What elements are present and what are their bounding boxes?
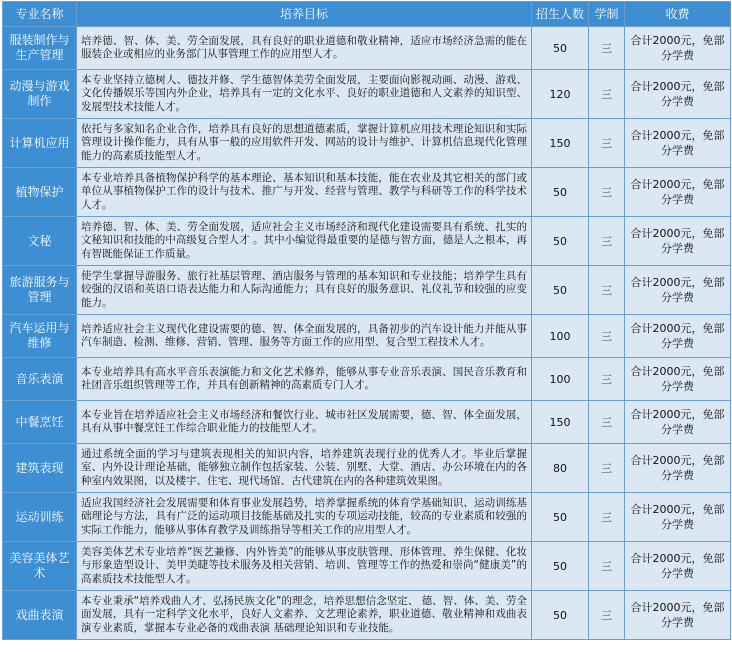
major-name: 美容美体艺术	[3, 542, 77, 591]
enrollment-count: 100	[532, 358, 589, 401]
fee: 合计2000元，免部分学费	[625, 217, 731, 266]
enrollment-count: 50	[532, 168, 589, 217]
major-name: 植物保护	[3, 168, 77, 217]
training-goal: 使学生掌握导游服务、旅行社基层管理、酒店服务与管理的基本知识和专业技能；培养学生具有较强的汉语和英语口语表达能力和人际沟通能力；具有良好的服务意识、礼仪礼节和较强的应变能力。	[77, 266, 532, 315]
training-goal: 依托与多家知名企业合作，培养具有良好的思想道德素质，掌握计算机应用技术理论知识和实际管理设计操作能力，具有从事一般的应用软件开发、网站的设计与维护、计算机信息现代化管理能力的高素质技能型人才。	[77, 119, 532, 168]
major-name: 音乐表演	[3, 358, 77, 401]
table-row	[3, 315, 731, 358]
training-goal: 培养德、智、体、美、劳全面发展，具有良好的职业道德和敬业精神，适应市场经济急需的能在服装企业或相应的业务部门从事管理工作的应用型人才。	[77, 27, 532, 70]
fee: 合计2000元，免部分学费	[625, 358, 731, 401]
fee: 合计2000元，免部分学费	[625, 493, 731, 542]
duration: 三	[589, 168, 625, 217]
majors-table	[2, 1, 731, 640]
enrollment-count: 50	[532, 493, 589, 542]
fee: 合计2000元，免部分学费	[625, 401, 731, 444]
duration: 三	[589, 217, 625, 266]
enrollment-count: 50	[532, 27, 589, 70]
fee: 合计2000元，免部分学费	[625, 591, 731, 640]
table-row	[3, 70, 731, 119]
table-row	[3, 542, 731, 591]
enrollment-count: 50	[532, 266, 589, 315]
major-name: 中餐烹饪	[3, 401, 77, 444]
fee: 合计2000元，免部分学费	[625, 27, 731, 70]
header-enrollment: 招生人数	[532, 2, 589, 27]
major-name: 戏曲表演	[3, 591, 77, 640]
table-row	[3, 27, 731, 70]
header-fee: 收费	[625, 2, 731, 27]
table-row	[3, 358, 731, 401]
duration: 三	[589, 119, 625, 168]
major-name: 文秘	[3, 217, 77, 266]
major-name: 计算机应用	[3, 119, 77, 168]
major-name: 旅游服务与管理	[3, 266, 77, 315]
table-row	[3, 444, 731, 493]
training-goal: 本专业旨在培养适应社会主义市场经济和餐饮行业、城市社区发展需要，德、智、体全面发展，具有从事中餐烹饪工作综合职业能力的技能型人才。	[77, 401, 532, 444]
major-name: 运动训练	[3, 493, 77, 542]
enrollment-count: 50	[532, 217, 589, 266]
fee: 合计2000元，免部分学费	[625, 444, 731, 493]
header-row	[3, 2, 731, 27]
fee: 合计2000元，免部分学费	[625, 70, 731, 119]
duration: 三	[589, 266, 625, 315]
enrollment-count: 50	[532, 591, 589, 640]
training-goal: 培养适应社会主义现代化建设需要的德、智、体全面发展的，具备初步的汽车设计能力并能从事汽车制造、检测、维修、营销、管理、服务等方面工作的应用型、复合型工程技术人才。	[77, 315, 532, 358]
duration: 三	[589, 542, 625, 591]
enrollment-count: 150	[532, 119, 589, 168]
duration: 三	[589, 70, 625, 119]
table-row	[3, 119, 731, 168]
fee: 合计2000元，免部分学费	[625, 266, 731, 315]
duration: 三	[589, 444, 625, 493]
major-name: 服装制作与生产管理	[3, 27, 77, 70]
training-goal: 美容美体艺术专业培养“医艺兼修、内外皆美”的能够从事皮肤管理、形体管理、养生保健、化妆与形象造型设计、美甲美睫等技术服务及相关营销、培训、管理等工作的热爱和崇尚“健康美”的高素质技术技能型人才。	[77, 542, 532, 591]
header-training-goal: 培养目标	[77, 2, 532, 27]
duration: 三	[589, 358, 625, 401]
fee: 合计2000元，免部分学费	[625, 542, 731, 591]
training-goal: 本专业培养具备植物保护科学的基本理论、基本知识和基本技能，能在农业及其它相关的部门或单位从事植物保护工作的设计与技术、推广与开发、经营与管理、教学与科研等工作的科学技术人才。	[77, 168, 532, 217]
enrollment-count: 100	[532, 315, 589, 358]
training-goal: 适应我国经济社会发展需要和体育事业发展趋势，培养掌握系统的体育学基础知识、运动训练基础理论与方法，具有广泛的运动项目技能基础及扎实的专项运动技能，较高的专业素质和较强的实际工作能力，能够从事体育教学及训练指导等相关工作的应用型人才。	[77, 493, 532, 542]
enrollment-count: 150	[532, 401, 589, 444]
enrollment-count: 80	[532, 444, 589, 493]
header-duration: 学制	[589, 2, 625, 27]
fee: 合计2000元，免部分学费	[625, 315, 731, 358]
major-name: 汽车运用与维修	[3, 315, 77, 358]
training-goal: 通过系统全面的学习与建筑表现相关的知识内容，培养建筑表现行业的优秀人才。毕业后掌握室、内外设计理论基础，能够独立制作包括家装、公装、别墅、大堂、酒店、办公环境在内的各种室内效果图，以及楼宇、住宅、现代场馆、古代建筑在内的各种建筑效果图。	[77, 444, 532, 493]
training-goal: 本专业培养具有高水平音乐表演能力和文化艺术修养，能够从事专业音乐表演、国民音乐教育和社团音乐组织管理等工作，并具有创新精神的高素质专门人才。	[77, 358, 532, 401]
table-row	[3, 266, 731, 315]
table-row	[3, 168, 731, 217]
header-major-name: 专业名称	[3, 2, 77, 27]
enrollment-count: 50	[532, 542, 589, 591]
table-row	[3, 591, 731, 640]
table-row	[3, 217, 731, 266]
enrollment-count: 120	[532, 70, 589, 119]
table-row	[3, 401, 731, 444]
duration: 三	[589, 591, 625, 640]
duration: 三	[589, 493, 625, 542]
duration: 三	[589, 27, 625, 70]
duration: 三	[589, 401, 625, 444]
duration: 三	[589, 315, 625, 358]
fee: 合计2000元，免部分学费	[625, 168, 731, 217]
training-goal: 本专业坚持立德树人、德技并修、学生德智体美劳全面发展，主要面向影视动画、动漫、游戏、文化传播娱乐等国内外企业，培养具有一定的文化水平、良好的职业道德和人文素养的知识型、发展型技术技能人才。	[77, 70, 532, 119]
training-goal: 本专业秉承“培养戏曲人才、弘扬民族文化”的理念，培养思想信念坚定、 德、智、体、美、劳全面发展，具有一定科学文化水平，良好人文素养、文艺理论素养，职业道德、敬业精神和戏曲表演专业素质，掌握本专业必备的戏曲表演 基础理论知识和专业技能。	[77, 591, 532, 640]
major-name: 建筑表现	[3, 444, 77, 493]
table-row	[3, 493, 731, 542]
major-name: 动漫与游戏制作	[3, 70, 77, 119]
training-goal: 培养德、智、体、美、劳全面发展，适应社会主义市场经济和现代化建设需要具有系统、扎实的文秘知识和技能的中高级复合型人才 。其中小编觉得最重要的是德与智方面，德是人之根本，再有智既能保证工作质量。	[77, 217, 532, 266]
fee: 合计2000元，免部分学费	[625, 119, 731, 168]
